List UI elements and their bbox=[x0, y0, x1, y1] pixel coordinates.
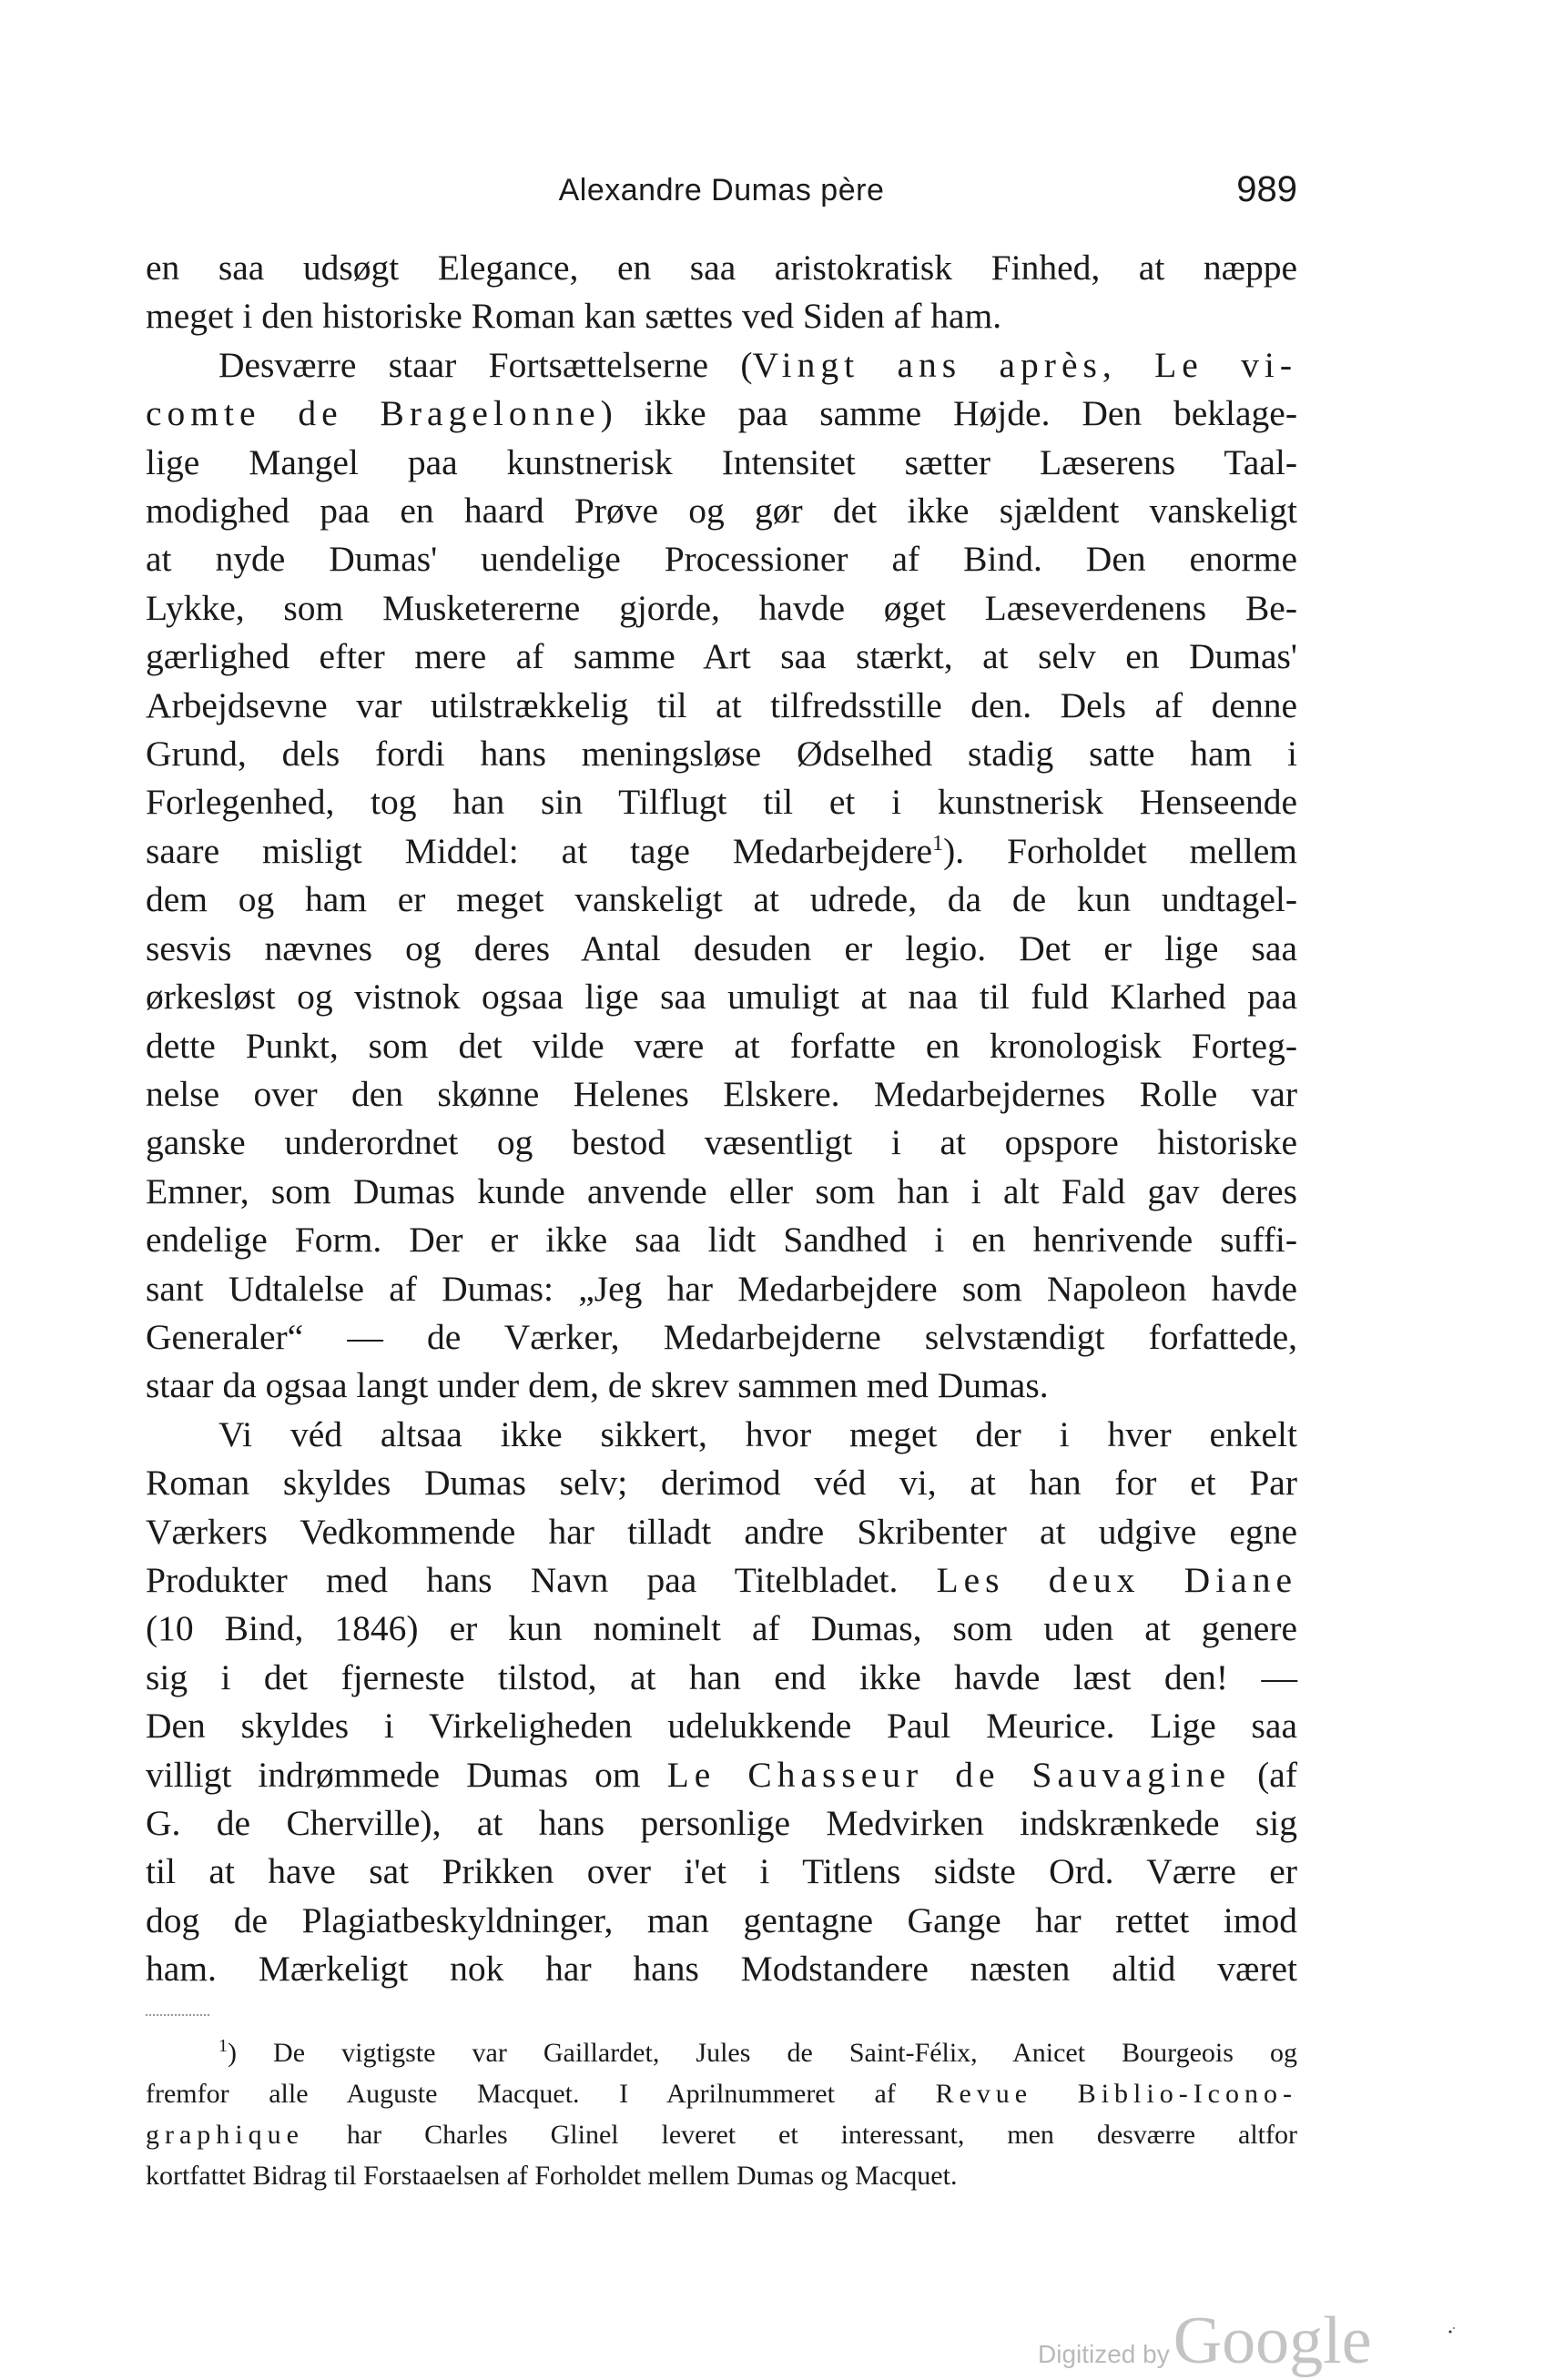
text-line bbox=[146, 1654, 1297, 1702]
line-text: har Charles Glinel leveret et interessant, men desværre altfor bbox=[303, 2119, 1297, 2150]
line-text: Den skyldes i Virkeligheden udelukkende Paul Meurice. Lige saa bbox=[146, 1706, 1297, 1747]
line-text: (af bbox=[1231, 1754, 1297, 1795]
text-line bbox=[146, 1751, 1297, 1799]
line-text: dette Punkt, som det vilde være at forfatte en kronologisk Forteg- bbox=[146, 1025, 1297, 1066]
footnote-divider bbox=[146, 2014, 209, 2016]
footnote-line bbox=[146, 2073, 1297, 2114]
text-line bbox=[146, 1168, 1297, 1216]
spaced-title: Les deux Diane bbox=[936, 1559, 1297, 1600]
text-line bbox=[146, 1313, 1297, 1362]
text-line bbox=[146, 292, 1297, 340]
text-line bbox=[146, 730, 1297, 778]
text-line bbox=[146, 1216, 1297, 1264]
line-text: Forlegenhed, tog han sin Tilflugt til et i kunstnerisk Henseende bbox=[146, 782, 1297, 823]
text-line bbox=[146, 584, 1297, 633]
text-line bbox=[146, 925, 1297, 973]
line-text: ham. Mærkeligt nok har hans Modstandere næsten altid været bbox=[146, 1949, 1297, 1990]
text-line bbox=[146, 487, 1297, 535]
text-line bbox=[146, 1556, 1297, 1605]
text-line bbox=[146, 633, 1297, 681]
text-line bbox=[146, 1265, 1297, 1313]
line-text: Arbejdsevne var utilstrækkelig til at tilfredsstille den. Dels af denne bbox=[146, 684, 1297, 725]
line-text: gærlighed efter mere af samme Art saa stærkt, at selv en Dumas' bbox=[146, 636, 1297, 677]
line-text: sesvis nævnes og deres Antal desuden er legio. Det er lige saa bbox=[146, 927, 1297, 968]
line-text: Vi véd altsaa ikke sikkert, hvor meget der i hver enkelt bbox=[218, 1413, 1297, 1454]
spaced-title: Vingt ans après, Le vi- bbox=[752, 344, 1297, 385]
text-line bbox=[146, 341, 1297, 390]
text-line bbox=[146, 244, 1297, 292]
text-line bbox=[146, 439, 1297, 487]
scan-speck-icon bbox=[1448, 2325, 1457, 2334]
line-text: nelse over den skønne Helenes Elskere. Medarbejdernes Rolle var bbox=[146, 1073, 1297, 1114]
digitized-watermark bbox=[1038, 2303, 1372, 2380]
text-line bbox=[146, 1119, 1297, 1167]
line-text: sig i det fjerneste tilstod, at han end ikke havde læst den! — bbox=[146, 1656, 1297, 1697]
line-text: ) ikke paa samme Højde. Den beklage- bbox=[600, 393, 1297, 434]
running-title: Alexandre Dumas père bbox=[558, 173, 885, 208]
footnote bbox=[146, 2032, 1297, 2196]
line-text: fremfor alle Auguste Macquet. I Aprilnummeret af bbox=[146, 2078, 936, 2109]
text-line bbox=[146, 1702, 1297, 1750]
line-text: Desværre staar Fortsættelserne ( bbox=[218, 344, 753, 385]
footnote-line bbox=[146, 2032, 1297, 2073]
watermark-prefix: Digitized by bbox=[1038, 2340, 1170, 2368]
line-text: en saa udsøgt Elegance, en saa aristokratisk Finhed, at næppe bbox=[146, 248, 1297, 288]
text-line bbox=[146, 973, 1297, 1021]
text-line bbox=[146, 1411, 1297, 1459]
line-text: Lykke, som Musketererne gjorde, havde øget Læseverdenens Be- bbox=[146, 587, 1297, 628]
text-line bbox=[146, 1508, 1297, 1556]
text-line bbox=[146, 1022, 1297, 1070]
line-text: Grund, dels fordi hans meningsløse Ødselhed stadig satte ham i bbox=[146, 734, 1297, 775]
line-text: dem og ham er meget vanskeligt at udrede, da de kun undtagel- bbox=[146, 879, 1297, 920]
spaced-title: Le Chasseur de Sauvagine bbox=[666, 1754, 1232, 1795]
line-text: villigt indrømmede Dumas om bbox=[146, 1754, 667, 1795]
line-text: staar da ogsaa langt under dem, de skrev sammen med Dumas. bbox=[146, 1365, 1049, 1406]
line-text: endelige Form. Der er ikke saa lidt Sandhed i en henrivende suffi- bbox=[146, 1220, 1297, 1261]
text-line bbox=[146, 1070, 1297, 1119]
page-number: 989 bbox=[1236, 169, 1297, 209]
line-text: Værkers Vedkommende har tilladt andre Skribenter at udgive egne bbox=[146, 1511, 1297, 1552]
book-page bbox=[146, 169, 1297, 2196]
footnote-reference: 1 bbox=[932, 831, 944, 856]
spaced-title: comte de Bragelonne bbox=[146, 393, 601, 434]
text-line bbox=[146, 535, 1297, 583]
line-text: Produkter med hans Navn paa Titelbladet. bbox=[146, 1559, 937, 1600]
line-text: kortfattet Bidrag til Forstaaelsen af Forholdet mellem Dumas og Macquet. bbox=[146, 2160, 958, 2191]
text-line bbox=[146, 1848, 1297, 1896]
line-text: saare misligt Middel: at tage Medarbejdere bbox=[146, 830, 933, 871]
line-text: (10 Bind, 1846) er kun nominelt af Dumas, som uden at genere bbox=[146, 1608, 1297, 1649]
spaced-title: Revue Biblio-Icono- bbox=[935, 2078, 1297, 2109]
text-line bbox=[146, 778, 1297, 826]
footnote-line bbox=[146, 2114, 1297, 2155]
footnote-line bbox=[146, 2155, 1297, 2196]
line-text: meget i den historiske Roman kan sættes ved Siden af ham. bbox=[146, 296, 1002, 337]
line-text: ørkesløst og vistnok ogsaa lige saa umuligt at naa til fuld Klarhed paa bbox=[146, 977, 1297, 1018]
line-text: ). Forholdet mellem bbox=[943, 830, 1297, 871]
text-line bbox=[146, 1897, 1297, 1945]
text-line bbox=[146, 1362, 1297, 1410]
line-text: G. de Cherville), at hans personlige Medvirken indskrænkede sig bbox=[146, 1803, 1297, 1843]
footnote-marker: 1 bbox=[218, 2035, 228, 2056]
spaced-title: graphique bbox=[146, 2119, 304, 2150]
line-text: til at have sat Prikken over i'et i Titlens sidste Ord. Værre er bbox=[146, 1851, 1297, 1892]
text-line bbox=[146, 1605, 1297, 1653]
line-text: sant Udtalelse af Dumas: „Jeg har Medarbejdere som Napoleon havde bbox=[146, 1268, 1297, 1309]
line-text: dog de Plagiatbeskyldninger, man gentagne Gange har rettet imod bbox=[146, 1899, 1297, 1940]
text-line bbox=[146, 390, 1297, 438]
running-head bbox=[146, 169, 1297, 228]
text-line bbox=[146, 827, 1297, 876]
text-line bbox=[146, 876, 1297, 924]
line-text: at nyde Dumas' uendelige Processioner af Bind. Den enorme bbox=[146, 539, 1297, 580]
text-line bbox=[146, 1459, 1297, 1507]
line-text: modighed paa en haard Prøve og gør det ikke sjældent vanskeligt bbox=[146, 491, 1297, 532]
text-line bbox=[146, 1945, 1297, 1993]
line-text: Emner, som Dumas kunde anvende eller som han i alt Fald gav deres bbox=[146, 1170, 1297, 1211]
line-text: lige Mangel paa kunstnerisk Intensitet sætter Læserens Taal- bbox=[146, 441, 1297, 482]
line-text: Roman skyldes Dumas selv; derimod véd vi, at han for et Par bbox=[146, 1463, 1297, 1504]
body-text bbox=[146, 244, 1297, 1994]
google-logo: Google bbox=[1173, 2304, 1372, 2378]
line-text: ganske underordnet og bestod væsentligt i at opspore historiske bbox=[146, 1122, 1297, 1163]
line-text: ) De vigtigste var Gaillardet, Jules de Saint-Félix, Anicet Bourgeois og bbox=[228, 2037, 1297, 2068]
text-line bbox=[146, 682, 1297, 730]
line-text: Generaler“ — de Værker, Medarbejderne selvstændigt forfattede, bbox=[146, 1316, 1297, 1357]
text-line bbox=[146, 1799, 1297, 1848]
